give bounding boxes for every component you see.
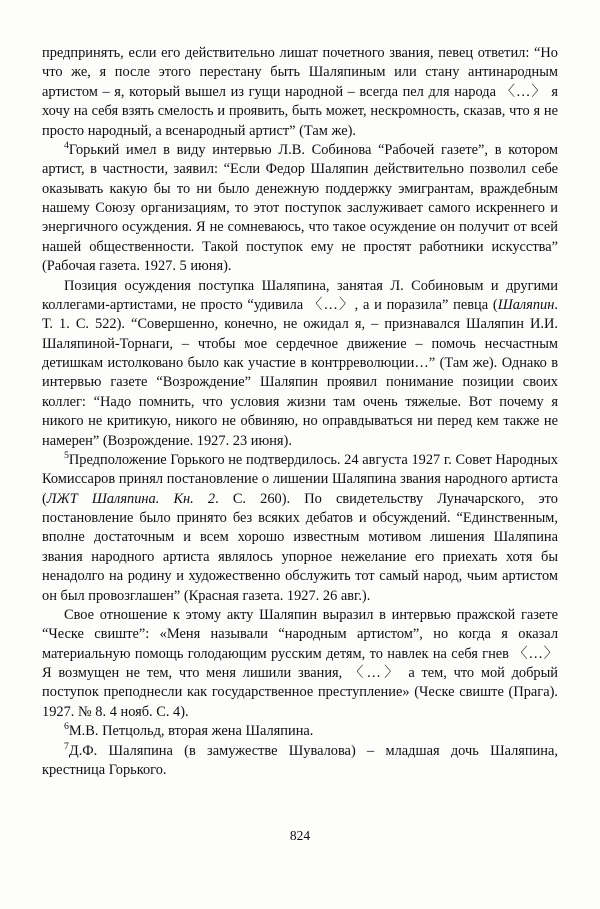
text-run: . Т. 1. С. 522). “Совершенно, конечно, не ожидал я, – признавался Шаляпин И.И. Шаляпиной-Торнаги, – чтобы мое сердечное движение – помочь несчастным детишкам истолковано было как участие в контрреволюции…” (Там же). Однако в интервью газете “Возрождение” Шаляпин проявил понимание позиции своих коллег: “Надо помнить, что условия жизни там очень тяжелые. Вот почему я никого не критикую, никого не обвиняю, но оправдываться ни перед кем также не намерен” (Возрождение. 1927. 23 июня).: [42, 296, 558, 449]
paragraph-body: предпринять, если его действительно лишат почетного звания, певец ответил: “Но что же, я после этого перестану быть Шаляпиным или стану антинародным артистом – я, который вышел из гущи народной – всегда пел для народа 〈…〉 я хочу на себя взять смелость и проявить, быть может, нескромность, сказав, что я не просто народный, а всенародный артист” (Там же).: [42, 45, 558, 139]
footnote-text: Горький имел в виду интервью Л.В. Собинова “Рабочей газете”, в котором артист, в частности, заявил: “Если Федор Шаляпин действительно позволил себе оказывать какую бы то ни было денежную поддержку эмигрантам, враждебным нашему Союзу организациям, то этот поступок заслуживает самого искреннего и энергичного осуждения. Я не сомневаюсь, что такое осуждение он получит от всей нашей общественности. Такой поступок ему не простят работники искусства” (Рабочая газета. 1927. 5 июня).: [42, 141, 558, 275]
italic-citation: Шаляпин: [497, 296, 555, 313]
footnote-paragraph: [42, 451, 558, 606]
footnote-paragraph: [42, 722, 558, 741]
page-number: 824: [289, 828, 311, 843]
italic-citation: ЛЖТ Шаляпина. Кн. 2: [46, 490, 216, 507]
text-run: Позиция осуждения поступка Шаляпина, занятая Л. Собиновым и другими коллегами-артистами, не просто “удивила 〈…〉, а и поразила” певца (: [42, 277, 558, 313]
footnote-marker: 4: [64, 140, 69, 152]
footnote-paragraph: [42, 141, 558, 277]
footnote-marker: 5: [64, 450, 69, 462]
footnote-marker: 6: [64, 721, 69, 733]
paragraph-body: [42, 277, 558, 451]
footnote-marker: 7: [64, 740, 69, 752]
footnote-text: М.В. Петцольд, вторая жена Шаляпина.: [68, 723, 314, 740]
text-run: Предположение Горького не подтвердилось. 24 августа 1927 г. Совет Народных Комиссаров принял постановление о лишении Шаляпина звания народного артиста (: [42, 451, 558, 507]
page-body: [42, 44, 558, 780]
text-run: . С. 260). По свидетельству Луначарского, это постановление было принято без всяких дебатов и обсуждений. “Единственным, вполне достаточным и всем хорошо известным мотивом лишения Шаляпина звания народного артиста являлось упорное нежелание его приехать хотя бы ненадолго на родину и художественно обслужить тот самый народ, чьим артистом он был провозглашен” (Красная газета. 1927. 26 авг.).: [42, 490, 558, 604]
footnote-text: Д.Ф. Шаляпина (в замужестве Шувалова) – младшая дочь Шаляпина, крестница Горького.: [42, 742, 558, 778]
footnote-paragraph: [42, 742, 558, 781]
paragraph-body: Свое отношение к этому акту Шаляпин выразил в интервью пражской газете “Ческе свиште”: «Меня называли “народным артистом”, но когда я оказал материальную помощь голодающим русским детям, то навлек на себя гнев 〈…〉 Я возмущен не тем, что меня лишили звания, 〈…〉 а тем, что мой добрый поступок преподнесли как государственное преступление» (Ческе свиште (Прага). 1927. № 8. 4 нояб. С. 4).: [42, 606, 558, 720]
